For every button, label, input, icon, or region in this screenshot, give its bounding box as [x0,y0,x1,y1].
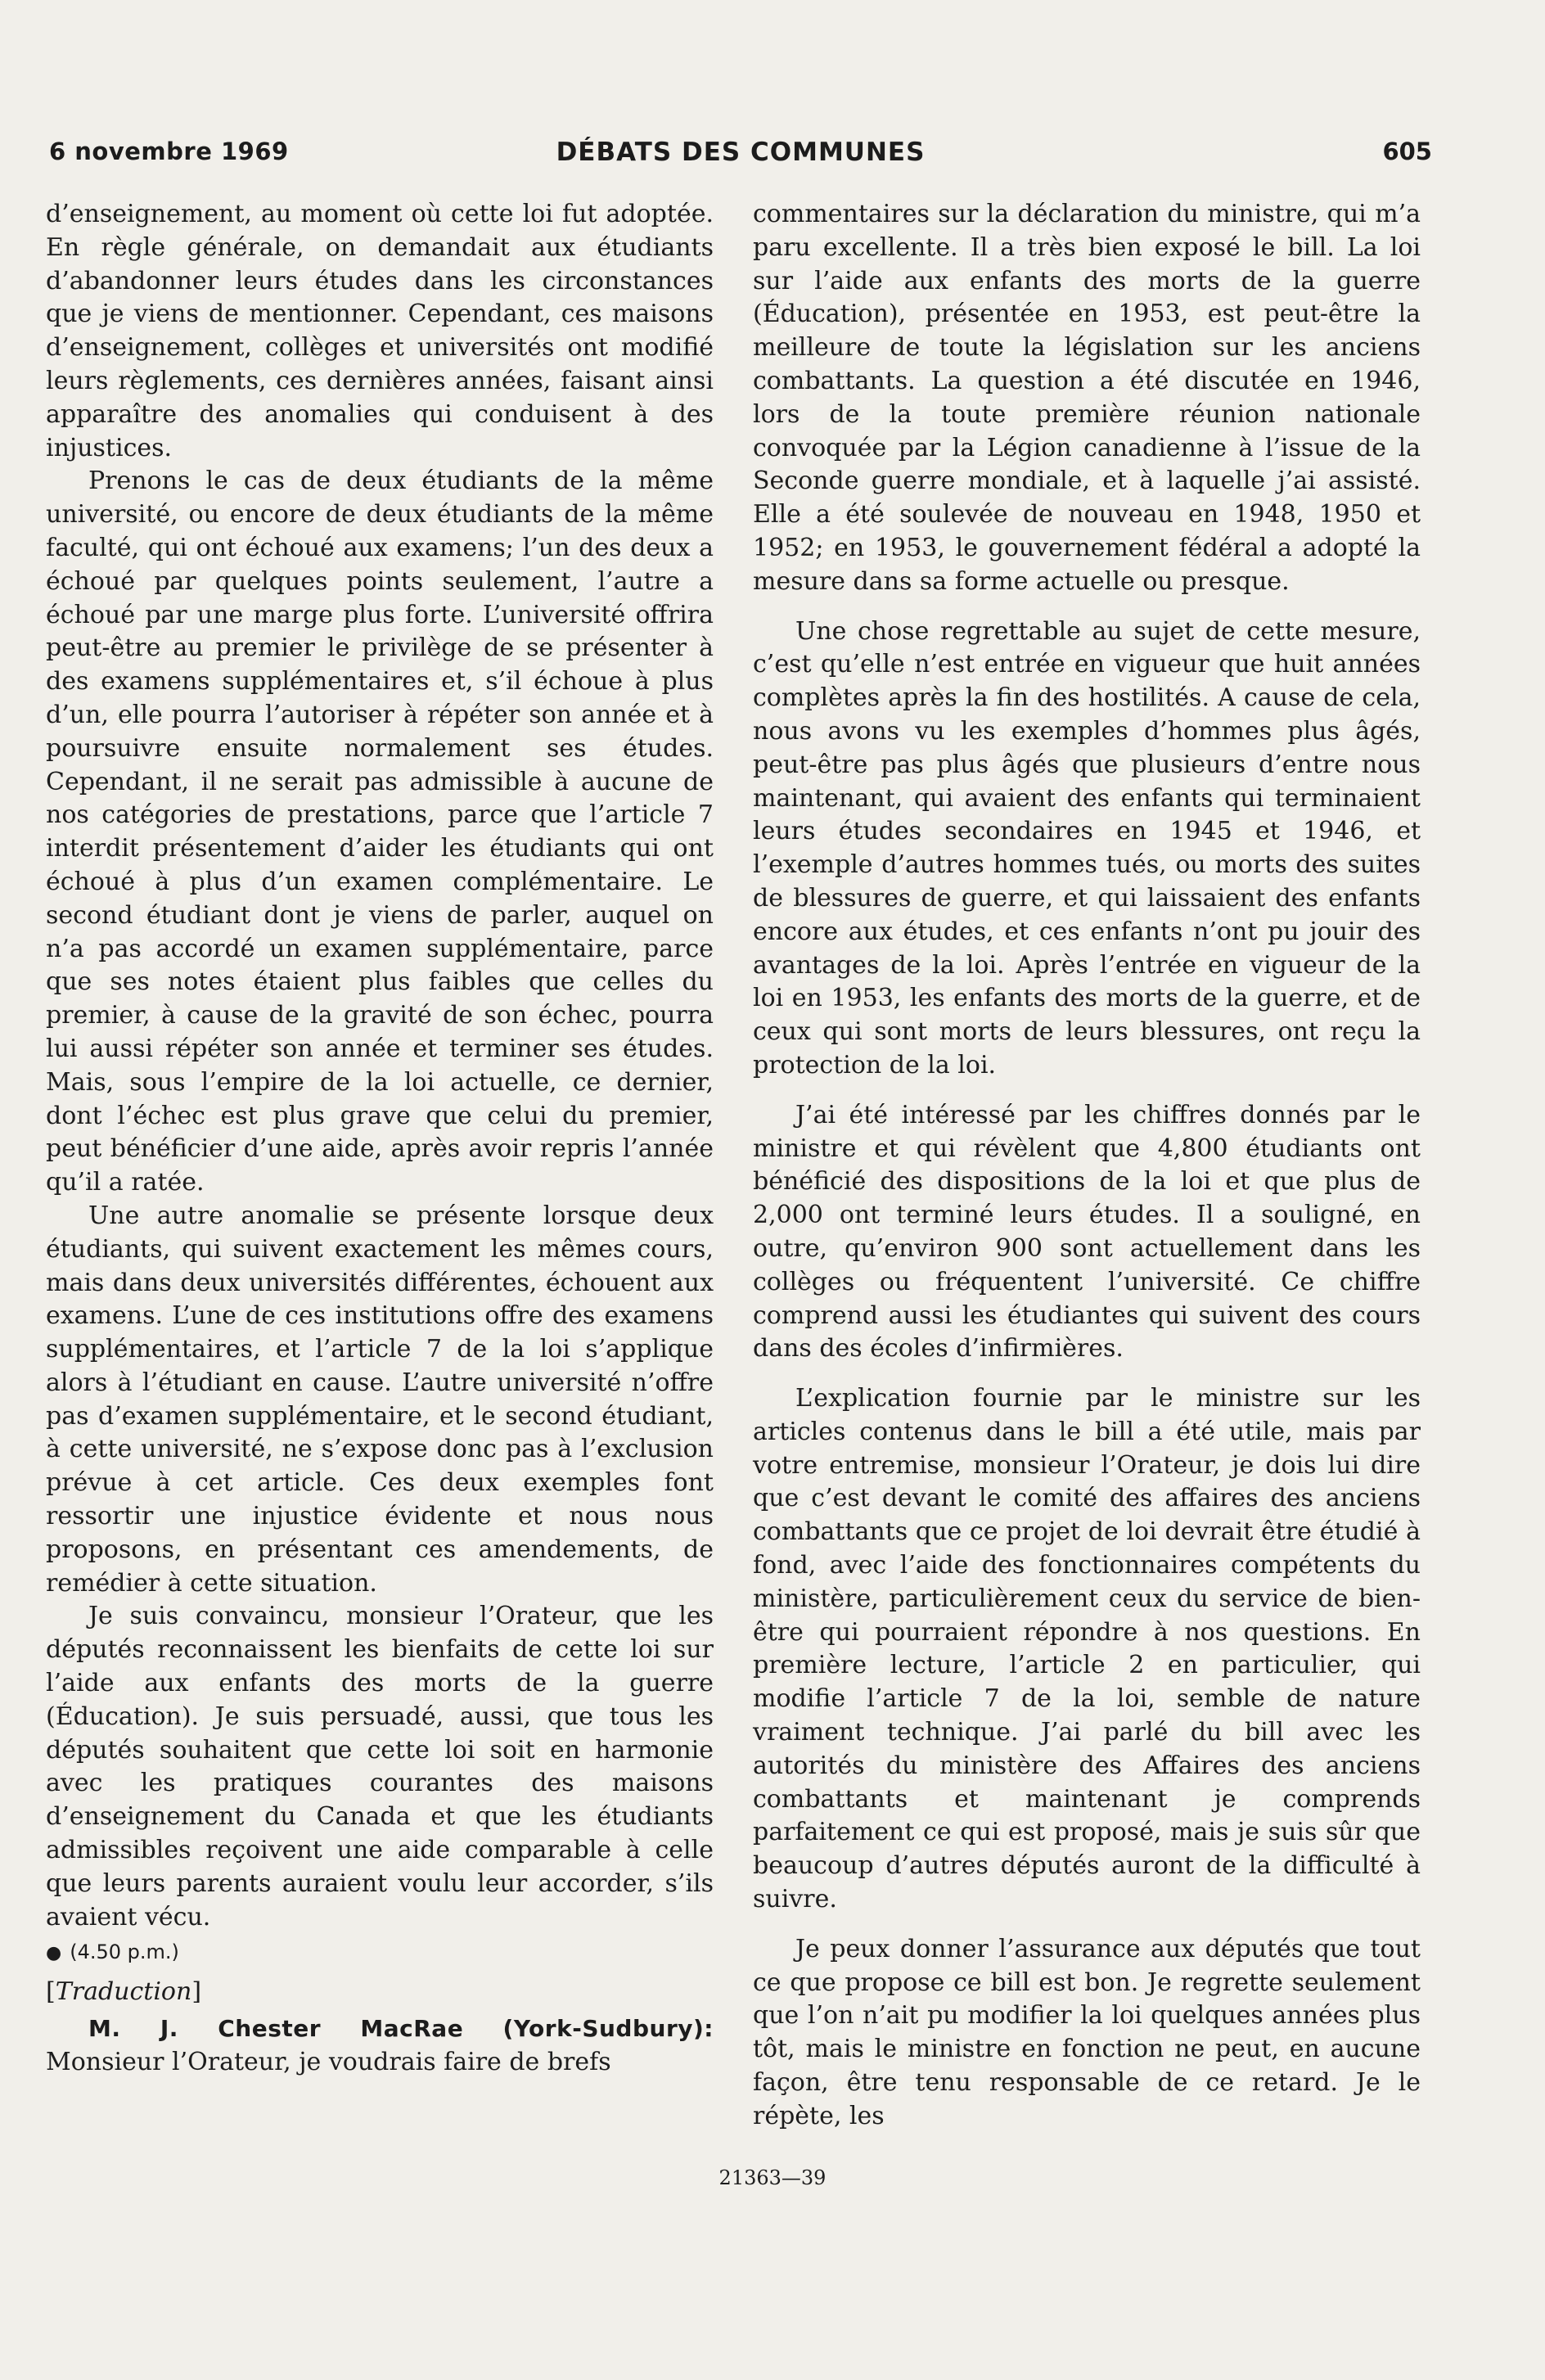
speaker-name: M. J. Chester MacRae (York-Sudbury): [88,2015,714,2043]
left-paragraph-3: Une autre anomalie se présente lorsque deux étudiants, qui suivent exactement les mêmes cours, mais dans deux universités différentes, échouent aux examens. L’une de ces institutions offre des examens supplémentaires, et l’article 7 de la loi s’applique alors à l’étudiant en cause. L’autre université n’offre pas d’examen supplémentaire, et le second étudiant, à cette université, ne s’expose donc pas à l’exclusion prévue à cet article. Ces deux exemples font ressortir une injustice évidente et nous nous proposons, en présentant ces amendements, de remédier à cette situation. [46,1201,714,1598]
right-column [753,198,1421,2134]
left-paragraph-4: Je suis convaincu, monsieur l’Orateur, que les députés reconnaissent les bienfaits de cette loi sur l’aide aux enfants des morts de la guerre (Éducation). Je suis persuadé, aussi, que tous les députés souhaitent que cette loi soit en harmonie avec les pratiques courantes des maisons d’enseignement du Canada et que les étudiants admissibles reçoivent une aide comparable à celle que leurs parents auraient voulu leur accorder, s’ils avaient vécu. [46,1602,714,1931]
right-paragraph-4: L’explication fournie par le ministre sur les articles contenus dans le bill a été utile, mais par votre entremise, monsieur l’Orateur, je dois lui dire que c’est devant le comité des affaires des anciens combattants que ce projet de loi devrait être étudié à fond, avec l’aide des fonctionnaires compétents du ministère, particulièrement ceux du service de bien-être qui pourraient répondre à nos questions. En première lecture, l’article 2 en particulier, qui modifie l’article 7 de la loi, semble de nature vraiment technique. J’ai parlé du bill avec les autorités du ministère des Affaires des anciens combattants et maintenant je comprends parfaitement ce qui est proposé, mais je suis sûr que beaucoup d’autres députés auront de la difficulté à suivre. [753,1384,1421,1914]
right-paragraph-3: J’ai été intéressé par les chiffres donnés par le ministre et qui révèlent que 4,800 étudiants ont bénéficié des dispositions de la loi et que plus de 2,000 ont terminé leurs études. Il a souligné, en outre, qu’environ 900 sont actuellement dans les collèges ou fréquentent l’université. Ce chiffre comprend aussi les étudiantes qui suivent des cours dans des écoles d’infirmières. [753,1100,1421,1364]
left-column [46,198,714,2080]
left-paragraph-1: d’enseignement, au moment où cette loi fut adoptée. En règle générale, on demandait aux étudiants d’abandonner leurs études dans les circonstances que je viens de mentionner. Cependant, ces maisons d’enseignement, collèges et universités ont modifié leurs règlements, ces dernières années, faisant ainsi apparaître des anomalies qui conduisent à des injustices. [46,200,714,462]
translation-label: [Traduction] [46,1977,202,2007]
page-footer-code: 21363—39 [718,2166,827,2189]
right-paragraph-5: Je peux donner l’assurance aux députés que tout ce que propose ce bill est bon. Je regrette seulement que l’on n’ait pu modifier la loi quelques années plus tôt, mais le ministre en fonction ne peut, en aucune façon, être tenu responsable de ce retard. Je le répète, les [753,1934,1421,2130]
header-date: 6 novembre 1969 [49,137,289,165]
header-title: DÉBATS DES COMMUNES [556,137,926,167]
page-header [49,137,1432,174]
speech-paragraph [46,2013,714,2080]
speech-start: Monsieur l’Orateur, je voudrais faire de brefs [46,2047,611,2076]
bullet-icon: ● [46,1943,62,1964]
left-paragraph-2: Prenons le cas de deux étudiants de la même université, ou encore de deux étudiants de la même faculté, qui ont échoué aux examens; l’un des deux a échoué par quelques points seulement, l’autre a échoué par une marge plus forte. L’université offrira peut-être au premier le privilège de se présenter à des examens supplémentaires et, s’il échoue à plus d’un, elle pourra l’autoriser à répéter son année et à poursuivre ensuite normalement ses études. Cependant, il ne serait pas admissible à aucune de nos catégories de prestations, parce que l’article 7 interdit présentement d’aider les étudiants qui ont échoué à plus d’un examen complémentaire. Le second étudiant dont je viens de parler, auquel on n’a pas accordé un examen supplémentaire, parce que ses notes étaient plus faibles que celles du premier, à cause de la gravité de son échec, pourra lui aussi répéter son année et terminer ses études. Mais, sous l’empire de la loi actuelle, ce dernier, dont l’échec est plus grave que celui du premier, peut bénéficier d’une aide, après avoir repris l’année qu’il a ratée. [46,467,714,1197]
timestamp-text: (4.50 p.m.) [70,1941,179,1964]
translation-label-text: Traduction [55,1977,192,2007]
header-page-number: 605 [1382,137,1432,165]
right-paragraph-2: Une chose regrettable au sujet de cette mesure, c’est qu’elle n’est entrée en vigueur que huit années complètes après la fin des hostilités. A cause de cela, nous avons vu les exemples d’hommes plus âgés, peut-être pas plus âgés que plusieurs d’entre nous maintenant, qui avaient des enfants qui terminaient leurs études secondaires en 1945 et 1946, et l’exemple d’autres hommes tués, ou morts des suites de blessures de guerre, et qui laissaient des enfants encore aux études, et ces enfants n’ont pu jouir des avantages de la loi. Après l’entrée en vigueur de la loi en 1953, les enfants des morts de la guerre, et de ceux qui sont morts de leurs blessures, ont reçu la protection de la loi. [753,616,1421,1080]
right-paragraph-1: commentaires sur la déclaration du ministre, qui m’a paru excellente. Il a très bien exposé le bill. La loi sur l’aide aux enfants des morts de la guerre (Éducation), présentée en 1953, est peut-être la meilleure de toute la législation sur les anciens combattants. La question a été discutée en 1946, lors de la toute première réunion nationale convoquée par la Légion canadienne à l’issue de la Seconde guerre mondiale, et à laquelle j’ai assisté. Elle a été soulevée de nouveau en 1948, 1950 et 1952; en 1953, le gouvernement fédéral a adopté la mesure dans sa forme actuelle ou presque. [753,200,1421,596]
timestamp [46,1936,714,1971]
